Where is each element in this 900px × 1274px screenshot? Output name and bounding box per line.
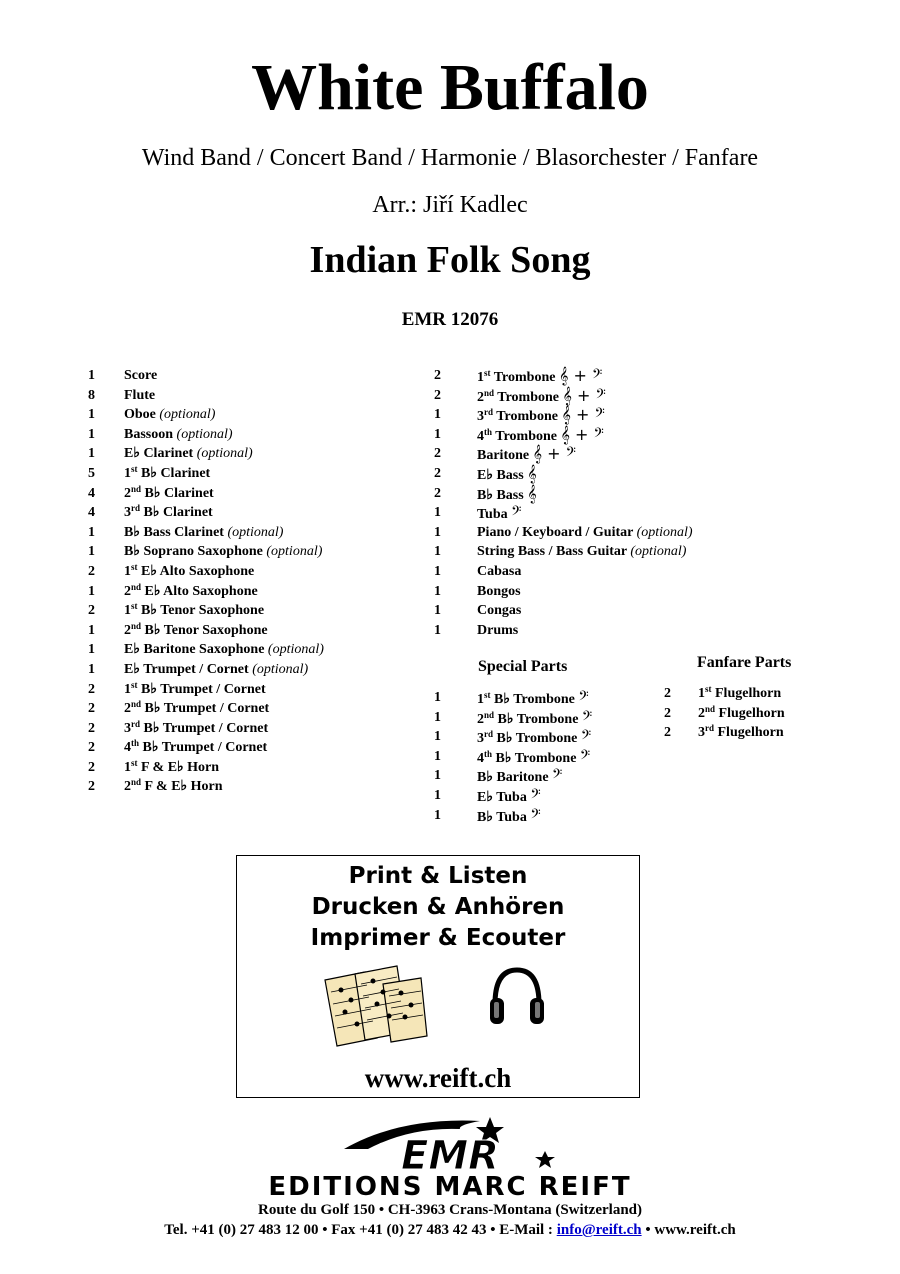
part-ordinal: 1: [124, 681, 131, 697]
part-ordinal-suffix: st: [131, 463, 138, 474]
part-instrument: Flugelhorn: [715, 686, 782, 701]
part-name: [477, 523, 693, 543]
part-ordinal: 1: [124, 563, 131, 579]
part-instrument: String Bass / Bass Guitar: [477, 544, 627, 560]
part-ordinal: 1: [124, 603, 131, 619]
part-instrument: Trombone: [497, 389, 559, 405]
part-row: [434, 484, 693, 504]
part-instrument: F & E♭ Horn: [144, 779, 223, 795]
clef-icon: 𝄞 + 𝄢: [560, 424, 604, 444]
part-quantity: 2: [434, 387, 441, 403]
part-quantity: 5: [88, 465, 95, 481]
part-quantity: 1: [434, 622, 441, 638]
part-ordinal-suffix: nd: [484, 709, 495, 720]
part-row: [88, 405, 324, 425]
part-ordinal: 3: [698, 725, 705, 741]
part-quantity: 1: [434, 524, 441, 540]
part-ordinal: 3: [124, 505, 131, 521]
part-quantity: 1: [434, 583, 441, 599]
part-quantity: 1: [434, 690, 441, 705]
clef-icon: 𝄞 + 𝄢: [532, 444, 576, 464]
clef-icon: 𝄢: [511, 503, 522, 523]
part-ordinal: 4: [124, 740, 131, 756]
score-title: White Buffalo: [251, 51, 649, 124]
part-row: [434, 386, 693, 406]
part-quantity: 1: [88, 583, 95, 599]
part-row: [88, 562, 324, 582]
part-row: [434, 806, 592, 826]
part-row: [664, 684, 785, 704]
clef-icon: 𝄢: [579, 746, 591, 766]
part-name: [124, 738, 267, 758]
part-row: [434, 601, 693, 621]
part-name: [124, 680, 266, 700]
part-row: [88, 758, 324, 778]
part-ordinal-suffix: th: [131, 738, 140, 749]
part-instrument: Bassoon: [124, 426, 174, 442]
part-quantity: 1: [88, 642, 95, 658]
part-name: [124, 405, 215, 425]
part-quantity: 2: [88, 603, 95, 619]
part-name: [477, 766, 562, 786]
part-name: [124, 503, 213, 523]
part-quantity: 2: [88, 720, 95, 736]
emr-logo: [340, 1115, 560, 1175]
part-instrument: B♭ Trombone: [494, 692, 575, 707]
part-name: [124, 758, 219, 778]
part-instrument: Cabasa: [477, 563, 522, 579]
part-ordinal-suffix: st: [131, 679, 138, 690]
part-row: [88, 425, 324, 445]
part-row: [434, 708, 592, 728]
part-row: [88, 523, 324, 543]
part-name: [477, 688, 589, 708]
part-ordinal-suffix: rd: [484, 729, 493, 740]
part-ordinal: 1: [124, 465, 131, 481]
part-ordinal-suffix: rd: [484, 407, 493, 418]
part-instrument: Trombone: [493, 370, 556, 385]
part-ordinal: 2: [124, 779, 131, 795]
part-name: [124, 386, 155, 406]
part-quantity: 2: [88, 740, 95, 756]
optional-label: (optional): [227, 524, 284, 540]
part-quantity: 2: [434, 465, 441, 481]
part-row: [88, 719, 324, 739]
part-name: [477, 484, 537, 504]
print-listen-box: [236, 855, 640, 1098]
part-ordinal: 1: [698, 686, 705, 701]
part-quantity: 1: [434, 544, 441, 560]
part-name: [477, 562, 521, 582]
part-quantity: 1: [434, 603, 441, 619]
part-instrument: B♭ Bass: [477, 487, 524, 503]
part-row: [88, 621, 324, 641]
part-quantity: 2: [88, 779, 95, 795]
part-ordinal: 1: [477, 692, 484, 707]
promo-line: Drucken & Anhören: [311, 894, 565, 920]
part-row: [434, 425, 693, 445]
publisher-contact: [0, 1220, 900, 1240]
publisher-name: EDITIONS MARC REIFT: [268, 1172, 632, 1202]
part-ordinal: 2: [698, 705, 705, 721]
part-instrument: B♭ Trumpet / Cornet: [141, 681, 266, 697]
clef-icon: 𝄢: [581, 707, 593, 727]
part-quantity: 1: [434, 563, 441, 579]
part-name: [124, 425, 233, 445]
part-name: [477, 708, 592, 728]
promo-line: Imprimer & Ecouter: [310, 925, 566, 951]
part-instrument: Bongos: [477, 583, 521, 599]
part-row: [88, 503, 324, 523]
part-quantity: 1: [88, 524, 95, 540]
part-row: [434, 464, 693, 484]
part-quantity: 2: [664, 686, 671, 701]
part-name: [124, 444, 253, 464]
part-name: [124, 640, 324, 660]
part-name: [477, 786, 541, 806]
part-name: [477, 806, 541, 826]
part-row: [434, 444, 693, 464]
part-instrument: E♭ Tuba: [477, 789, 527, 805]
part-instrument: B♭ Tenor Saxophone: [144, 622, 268, 638]
part-instrument: Drums: [477, 622, 519, 638]
contact-website: • www.reift.ch: [641, 1222, 736, 1238]
clef-icon: 𝄢: [530, 785, 541, 805]
part-instrument: B♭ Soprano Saxophone: [124, 544, 263, 560]
part-ordinal: 2: [124, 485, 131, 501]
ensemble-subtitle: Wind Band / Concert Band / Harmonie / Blasorchester / Fanfare: [141, 145, 759, 171]
part-instrument: B♭ Baritone: [477, 770, 549, 786]
part-row: [88, 464, 324, 484]
part-instrument: B♭ Tuba: [477, 809, 527, 825]
part-ordinal: 1: [124, 759, 131, 775]
clef-icon: 𝄞 + 𝄢: [561, 405, 605, 425]
part-instrument: E♭ Trumpet / Cornet: [124, 661, 249, 677]
part-row: [434, 366, 693, 386]
part-name: [477, 464, 537, 484]
fanfare-parts-list: [664, 684, 785, 743]
part-ordinal-suffix: nd: [131, 699, 142, 710]
part-quantity: 1: [434, 709, 441, 725]
part-row: [88, 660, 324, 680]
parts-list-left: [88, 366, 324, 797]
part-instrument: Flugelhorn: [718, 705, 785, 721]
part-name: [124, 366, 157, 386]
part-row: [88, 582, 324, 602]
part-instrument: Congas: [477, 603, 522, 619]
part-quantity: 1: [88, 368, 95, 383]
part-name: [124, 523, 283, 543]
part-name: [124, 777, 223, 797]
part-ordinal-suffix: nd: [131, 483, 142, 494]
part-instrument: E♭ Bass: [477, 467, 524, 483]
part-row: [434, 747, 592, 767]
part-name: [477, 405, 605, 425]
part-name: [477, 386, 606, 406]
part-ordinal-suffix: st: [705, 684, 712, 694]
part-row: [434, 621, 693, 641]
part-ordinal: 1: [477, 370, 484, 385]
part-instrument: B♭ Trombone: [496, 731, 578, 747]
publisher-address: Route du Golf 150 • CH-3963 Crans-Montana (Switzerland): [258, 1202, 642, 1218]
optional-label: (optional): [636, 524, 693, 540]
part-ordinal: 4: [477, 428, 484, 444]
part-ordinal: 2: [477, 389, 484, 405]
contact-phone-fax: Tel. +41 (0) 27 483 12 00 • Fax +41 (0) 27 483 42 43 • E-Mail :: [164, 1222, 557, 1238]
part-name: [477, 425, 604, 445]
part-quantity: 2: [434, 485, 441, 501]
part-quantity: 2: [664, 725, 671, 741]
part-ordinal-suffix: th: [484, 748, 493, 759]
part-instrument: E♭ Baritone Saxophone: [124, 642, 265, 658]
part-row: [88, 680, 324, 700]
part-row: [434, 727, 592, 747]
part-quantity: 1: [434, 748, 441, 764]
part-quantity: 1: [434, 768, 441, 784]
part-ordinal: 2: [124, 701, 131, 717]
part-quantity: 4: [88, 505, 95, 521]
part-name: [124, 464, 210, 484]
part-ordinal-suffix: nd: [131, 581, 142, 592]
part-row: [88, 699, 324, 719]
part-ordinal: 3: [477, 409, 484, 425]
part-ordinal: 3: [124, 720, 131, 736]
clef-icon: 𝄞: [527, 463, 537, 483]
part-quantity: 1: [434, 729, 441, 745]
promo-line: Print & Listen: [348, 863, 528, 889]
part-ordinal-suffix: st: [131, 601, 138, 612]
part-instrument: B♭ Clarinet: [144, 485, 214, 501]
part-row: [434, 688, 592, 708]
part-row: [434, 523, 693, 543]
part-row: [88, 738, 324, 758]
part-ordinal-suffix: st: [484, 368, 491, 378]
clef-icon: 𝄞 + 𝄢: [562, 385, 606, 405]
part-instrument: B♭ Clarinet: [143, 505, 213, 521]
part-quantity: 2: [434, 368, 441, 383]
clef-icon: 𝄞 + 𝄢: [558, 366, 603, 385]
part-quantity: 1: [434, 426, 441, 442]
part-name: [477, 747, 590, 767]
optional-label: (optional): [196, 446, 253, 462]
part-row: [88, 777, 324, 797]
part-row: [88, 484, 324, 504]
part-row: [434, 786, 592, 806]
part-name: [124, 719, 268, 739]
part-ordinal-suffix: st: [484, 690, 491, 700]
part-name: [124, 582, 258, 602]
part-ordinal: 2: [477, 711, 484, 727]
part-ordinal-suffix: th: [484, 426, 493, 437]
part-name: [477, 503, 521, 523]
part-quantity: 1: [88, 407, 95, 423]
part-name: [477, 621, 518, 641]
part-instrument: E♭ Alto Saxophone: [144, 583, 258, 599]
part-quantity: 1: [434, 787, 441, 803]
piece-subject: Indian Folk Song: [309, 239, 591, 281]
part-instrument: Trombone: [495, 428, 557, 444]
part-ordinal-suffix: nd: [484, 387, 495, 398]
part-ordinal-suffix: nd: [131, 620, 142, 631]
part-instrument: B♭ Trombone: [495, 750, 577, 766]
optional-label: (optional): [159, 407, 216, 423]
part-instrument: E♭ Alto Saxophone: [141, 563, 255, 579]
special-parts-list: [434, 688, 592, 825]
part-ordinal-suffix: rd: [705, 723, 714, 734]
part-name: [124, 562, 254, 582]
part-name: [477, 542, 686, 562]
part-quantity: 1: [88, 426, 95, 442]
part-row: [88, 640, 324, 660]
part-name: [698, 684, 781, 704]
part-name: [124, 601, 264, 621]
part-row: [434, 766, 592, 786]
part-name: [124, 699, 269, 719]
part-row: [88, 444, 324, 464]
part-quantity: 2: [88, 681, 95, 697]
part-instrument: B♭ Tenor Saxophone: [141, 603, 265, 619]
headphones-icon: [487, 964, 547, 1030]
part-instrument: E♭ Clarinet: [124, 446, 194, 462]
arranger-credit: Arr.: Jiří Kadlec: [372, 192, 528, 218]
optional-label: (optional): [630, 544, 687, 560]
part-quantity: 1: [88, 544, 95, 560]
part-quantity: 2: [88, 759, 95, 775]
part-ordinal-suffix: st: [131, 757, 138, 768]
part-row: [434, 405, 693, 425]
part-ordinal-suffix: st: [131, 561, 138, 572]
part-quantity: 2: [88, 563, 95, 579]
part-name: [698, 723, 784, 743]
part-ordinal: 2: [124, 583, 131, 599]
part-quantity: 1: [88, 622, 95, 638]
optional-label: (optional): [266, 544, 323, 560]
part-row: [434, 562, 693, 582]
part-instrument: B♭ Clarinet: [141, 465, 211, 481]
part-quantity: 8: [88, 387, 95, 403]
part-row: [88, 386, 324, 406]
part-quantity: 4: [88, 485, 95, 501]
part-ordinal: 3: [477, 731, 484, 747]
part-name: [124, 621, 268, 641]
part-name: [477, 582, 521, 602]
optional-label: (optional): [176, 426, 233, 442]
part-name: [477, 366, 602, 386]
part-instrument: Tuba: [477, 507, 508, 523]
part-row: [434, 582, 693, 602]
part-row: [664, 704, 785, 724]
part-instrument: Piano / Keyboard / Guitar: [477, 524, 634, 540]
part-instrument: Score: [124, 368, 158, 383]
clef-icon: 𝄢: [552, 766, 563, 786]
part-quantity: 2: [88, 701, 95, 717]
part-ordinal-suffix: rd: [131, 718, 140, 729]
sheet-music-icon: [321, 962, 431, 1048]
part-row: [664, 723, 785, 743]
part-instrument: B♭ Bass Clarinet: [124, 524, 224, 540]
part-ordinal-suffix: nd: [131, 777, 142, 788]
part-row: [88, 542, 324, 562]
part-row: [88, 601, 324, 621]
part-name: [477, 444, 576, 464]
part-instrument: B♭ Trumpet / Cornet: [143, 720, 269, 736]
part-quantity: 2: [664, 705, 671, 721]
part-quantity: 1: [434, 505, 441, 521]
part-quantity: 2: [434, 446, 441, 462]
part-row: [434, 542, 693, 562]
emr-logo-text: EMR: [401, 1133, 499, 1175]
part-instrument: Flute: [124, 387, 156, 403]
part-quantity: 1: [88, 661, 95, 677]
part-quantity: 1: [88, 446, 95, 462]
part-row: [434, 503, 693, 523]
part-row: [88, 366, 324, 386]
part-ordinal: 2: [124, 622, 131, 638]
clef-icon: 𝄢: [530, 805, 541, 825]
part-name: [124, 660, 308, 680]
catalog-number: EMR 12076: [401, 309, 499, 330]
clef-icon: 𝄞: [527, 483, 537, 503]
part-instrument: B♭ Trumpet / Cornet: [142, 740, 268, 756]
part-instrument: F & E♭ Horn: [141, 759, 220, 775]
part-name: [698, 704, 785, 724]
part-quantity: 1: [434, 407, 441, 423]
special-parts-heading: Special Parts: [478, 658, 568, 675]
part-instrument: B♭ Trumpet / Cornet: [144, 701, 270, 717]
part-quantity: 1: [434, 807, 441, 823]
promo-url[interactable]: www.reift.ch: [364, 1063, 512, 1093]
part-name: [477, 601, 521, 621]
part-instrument: Trombone: [496, 409, 558, 425]
clef-icon: 𝄢: [580, 727, 592, 747]
part-instrument: Flugelhorn: [717, 725, 784, 741]
part-name: [477, 727, 591, 747]
optional-label: (optional): [252, 661, 309, 677]
parts-list-right: [434, 366, 693, 640]
optional-label: (optional): [267, 642, 324, 658]
clef-icon: 𝄢: [578, 688, 589, 707]
part-name: [124, 542, 322, 562]
part-instrument: Oboe: [124, 407, 156, 423]
email-link[interactable]: info@reift.ch: [556, 1222, 642, 1238]
fanfare-parts-heading: Fanfare Parts: [697, 654, 792, 671]
part-name: [124, 484, 214, 504]
part-ordinal: 4: [477, 750, 484, 766]
part-ordinal-suffix: rd: [131, 503, 140, 514]
part-ordinal-suffix: nd: [705, 703, 716, 714]
part-instrument: Baritone: [477, 448, 530, 464]
part-instrument: B♭ Trombone: [497, 711, 579, 727]
